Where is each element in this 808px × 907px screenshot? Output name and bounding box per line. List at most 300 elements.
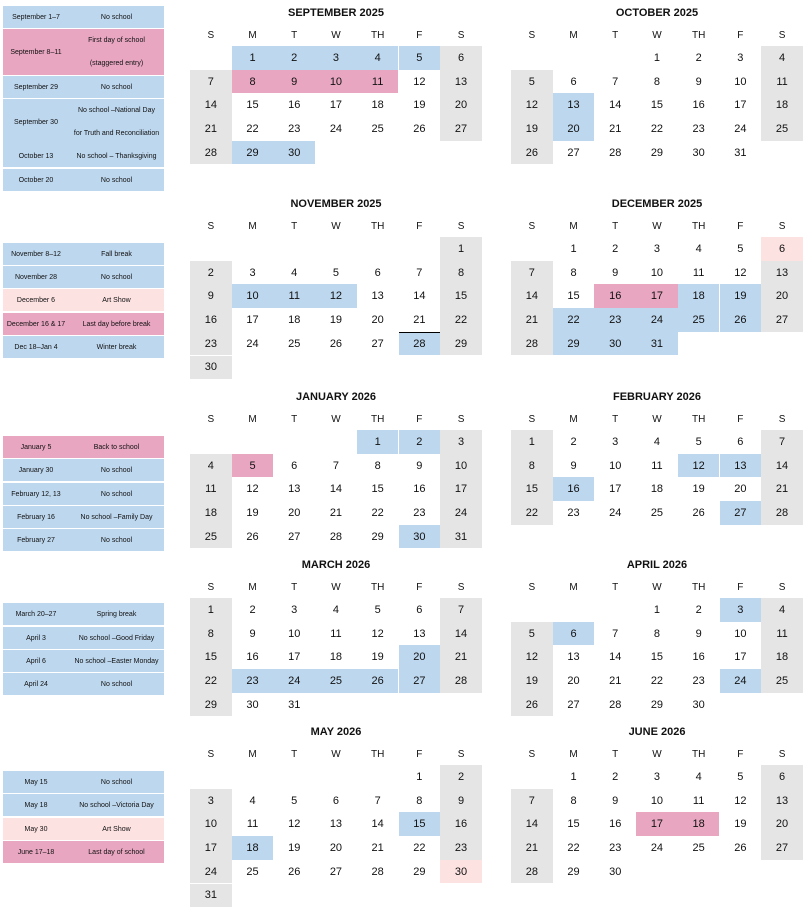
- day-cell: 13: [761, 261, 803, 285]
- month-title: FEBRUARY 2026: [511, 391, 803, 403]
- event-row: [3, 436, 164, 458]
- day-cell: 10: [232, 284, 274, 308]
- day-cell: 4: [761, 598, 803, 622]
- event-row: [3, 841, 164, 863]
- day-cell: 27: [553, 693, 595, 717]
- event-date: Dec 18–Jan 4: [3, 344, 69, 351]
- day-cell: 2: [594, 237, 636, 261]
- day-cell: 3: [594, 430, 636, 454]
- weekday-label: F: [720, 414, 762, 425]
- day-cell: 16: [399, 477, 441, 501]
- day-cell: 17: [720, 645, 762, 669]
- weekday-header: [190, 408, 482, 430]
- day-cell: 1: [511, 430, 553, 454]
- weekday-label: F: [399, 221, 441, 232]
- weekday-label: F: [399, 414, 441, 425]
- day-cell: 10: [720, 70, 762, 94]
- day-cell: 29: [553, 332, 595, 356]
- day-cell: 9: [678, 622, 720, 646]
- day-cell: 31: [190, 884, 232, 907]
- day-cell: 28: [594, 693, 636, 717]
- day-cell: 12: [511, 645, 553, 669]
- day-cell: 8: [232, 70, 274, 94]
- day-cell: 29: [553, 860, 595, 884]
- weekday-label: S: [761, 414, 803, 425]
- day-cell: 6: [761, 237, 803, 261]
- day-cell: 17: [315, 93, 357, 117]
- day-cell: 18: [232, 836, 274, 860]
- month-title: NOVEMBER 2025: [190, 198, 482, 210]
- day-cell: 25: [190, 525, 232, 549]
- day-cell: 1: [399, 765, 441, 789]
- day-cell: 23: [553, 501, 595, 525]
- event-row: [3, 794, 164, 816]
- weekday-label: S: [440, 414, 482, 425]
- day-cell: 25: [357, 117, 399, 141]
- day-cell: 13: [720, 454, 762, 478]
- day-cell: 16: [273, 93, 315, 117]
- day-cell: 5: [357, 598, 399, 622]
- weekday-header: [511, 408, 803, 430]
- day-cell: 15: [553, 812, 595, 836]
- day-cell: 18: [761, 93, 803, 117]
- event-description: Art Show: [69, 826, 164, 833]
- weekday-header: [511, 215, 803, 237]
- day-cell: 7: [594, 622, 636, 646]
- day-cell: 18: [761, 645, 803, 669]
- day-cell: 5: [511, 70, 553, 94]
- day-cell: 2: [553, 430, 595, 454]
- weekday-label: TH: [357, 414, 399, 425]
- day-cell: 3: [232, 261, 274, 285]
- day-cell: 30: [232, 693, 274, 717]
- day-cell: 20: [720, 477, 762, 501]
- month-title: JUNE 2026: [511, 726, 803, 738]
- day-cell: 1: [636, 46, 678, 70]
- event-description: No school: [69, 779, 164, 786]
- day-cell: 25: [232, 860, 274, 884]
- day-cell: 16: [440, 812, 482, 836]
- day-cell: 27: [761, 308, 803, 332]
- event-row: [3, 336, 164, 358]
- day-cell: 8: [636, 622, 678, 646]
- day-cell: 14: [594, 93, 636, 117]
- event-date: April 24: [3, 681, 69, 688]
- weekday-label: T: [273, 414, 315, 425]
- day-cell: 5: [399, 46, 441, 70]
- weekday-label: T: [273, 749, 315, 760]
- event-description: No school: [69, 467, 164, 474]
- day-cell: 28: [315, 525, 357, 549]
- day-cell: 19: [357, 645, 399, 669]
- day-cell: 29: [190, 693, 232, 717]
- day-cell: 3: [273, 598, 315, 622]
- event-description: [69, 29, 164, 75]
- weekday-label: S: [511, 414, 553, 425]
- day-cell: 16: [553, 477, 595, 501]
- day-cell: 9: [678, 70, 720, 94]
- day-cell: 13: [399, 622, 441, 646]
- day-cell: 25: [761, 669, 803, 693]
- day-cell: 3: [720, 598, 762, 622]
- weekday-label: W: [636, 414, 678, 425]
- day-cell: 19: [678, 477, 720, 501]
- weekday-label: TH: [357, 30, 399, 41]
- day-cell: 11: [232, 812, 274, 836]
- event-row: [3, 76, 164, 98]
- day-cell: 26: [357, 669, 399, 693]
- day-cell: 22: [232, 117, 274, 141]
- day-cell: 8: [553, 789, 595, 813]
- day-cell: 3: [440, 430, 482, 454]
- day-cell: 17: [190, 836, 232, 860]
- event-date: January 5: [3, 444, 69, 451]
- weekday-label: TH: [678, 749, 720, 760]
- day-cell: 8: [511, 454, 553, 478]
- day-cell: 24: [594, 501, 636, 525]
- event-row: [3, 99, 164, 145]
- day-cell: 8: [553, 261, 595, 285]
- day-cell: 21: [761, 477, 803, 501]
- day-cell: 10: [440, 454, 482, 478]
- event-row: [3, 29, 164, 75]
- day-cell: 27: [553, 141, 595, 165]
- day-cell: 28: [594, 141, 636, 165]
- day-cell: 6: [761, 765, 803, 789]
- day-cell: 26: [720, 836, 762, 860]
- weekday-label: S: [761, 221, 803, 232]
- event-row: [3, 243, 164, 265]
- day-cell: 3: [190, 789, 232, 813]
- weekday-label: S: [440, 749, 482, 760]
- day-cell: 24: [636, 836, 678, 860]
- event-row: [3, 169, 164, 191]
- weekday-header: [190, 576, 482, 598]
- event-row: [3, 266, 164, 288]
- day-cell: 11: [315, 622, 357, 646]
- day-cell: 22: [553, 836, 595, 860]
- event-description: No school –Victoria Day: [69, 802, 164, 809]
- day-cell: 19: [315, 308, 357, 332]
- day-cell: 20: [761, 812, 803, 836]
- day-cell: 11: [190, 477, 232, 501]
- day-cell: 31: [440, 525, 482, 549]
- day-cell: 25: [273, 332, 315, 356]
- day-cell: 31: [273, 693, 315, 717]
- day-cell: 7: [511, 789, 553, 813]
- day-cell: 20: [553, 117, 595, 141]
- event-description: No school –Good Friday: [69, 635, 164, 642]
- weekday-label: S: [761, 749, 803, 760]
- weekday-label: TH: [357, 582, 399, 593]
- day-cell: 10: [594, 454, 636, 478]
- weekday-label: M: [232, 414, 274, 425]
- month-title: MARCH 2026: [190, 559, 482, 571]
- day-cell: 26: [232, 525, 274, 549]
- weekday-label: S: [190, 221, 232, 232]
- day-cell: 17: [636, 812, 678, 836]
- weekday-label: F: [720, 30, 762, 41]
- day-cell: 2: [273, 46, 315, 70]
- day-cell: 18: [273, 308, 315, 332]
- day-cell: 21: [594, 117, 636, 141]
- weekday-label: S: [190, 582, 232, 593]
- day-cell: 13: [273, 477, 315, 501]
- day-cell: 19: [511, 117, 553, 141]
- day-cell: 29: [440, 332, 482, 356]
- weekday-label: T: [594, 582, 636, 593]
- weekday-label: M: [553, 30, 595, 41]
- day-cell: 21: [511, 836, 553, 860]
- day-cell: 15: [232, 93, 274, 117]
- day-cell: 18: [357, 93, 399, 117]
- day-cell: 23: [440, 836, 482, 860]
- day-cell: 13: [553, 93, 595, 117]
- day-cell: 2: [190, 261, 232, 285]
- day-cell: 12: [678, 454, 720, 478]
- day-cell: 11: [678, 789, 720, 813]
- day-cell: 1: [357, 430, 399, 454]
- day-cell: 10: [273, 622, 315, 646]
- day-cell: 11: [357, 70, 399, 94]
- weekday-label: M: [553, 582, 595, 593]
- event-date: September 29: [3, 84, 69, 91]
- event-date: February 27: [3, 537, 69, 544]
- weekday-label: W: [636, 221, 678, 232]
- weekday-label: M: [232, 221, 274, 232]
- weekday-label: TH: [678, 414, 720, 425]
- day-cell: 19: [232, 501, 274, 525]
- event-date: September 1–7: [3, 14, 69, 21]
- day-cell: 30: [594, 332, 636, 356]
- day-cell: 19: [399, 93, 441, 117]
- weekday-label: W: [636, 582, 678, 593]
- weekday-label: M: [232, 582, 274, 593]
- day-cell: 2: [232, 598, 274, 622]
- event-description: No school: [69, 681, 164, 688]
- event-row: [3, 145, 164, 167]
- event-row: [3, 673, 164, 695]
- weekday-label: F: [720, 749, 762, 760]
- day-cell: 1: [232, 46, 274, 70]
- month-title: OCTOBER 2025: [511, 7, 803, 19]
- day-cell: 6: [399, 598, 441, 622]
- day-cell: 8: [399, 789, 441, 813]
- event-date: September 30: [3, 99, 69, 145]
- weekday-label: TH: [357, 221, 399, 232]
- day-cell: 21: [399, 308, 441, 332]
- day-cell: 30: [190, 356, 232, 380]
- month-title: APRIL 2026: [511, 559, 803, 571]
- weekday-label: T: [594, 414, 636, 425]
- day-cell: 29: [636, 141, 678, 165]
- event-date: October 20: [3, 177, 69, 184]
- event-description: No school –Family Day: [69, 514, 164, 521]
- day-cell: 19: [273, 836, 315, 860]
- day-cell: 20: [315, 836, 357, 860]
- day-cell: 1: [440, 237, 482, 261]
- day-cell: 5: [511, 622, 553, 646]
- day-cell: 14: [190, 93, 232, 117]
- weekday-label: S: [440, 582, 482, 593]
- day-cell: 8: [357, 454, 399, 478]
- day-cell: 24: [440, 501, 482, 525]
- day-cell: 26: [678, 501, 720, 525]
- day-cell: 7: [511, 261, 553, 285]
- weekday-label: M: [232, 749, 274, 760]
- weekday-label: TH: [357, 749, 399, 760]
- weekday-label: W: [636, 30, 678, 41]
- event-date: January 30: [3, 467, 69, 474]
- day-cell: 29: [232, 141, 274, 165]
- weekday-label: S: [761, 30, 803, 41]
- event-date: September 8–11: [3, 29, 69, 75]
- day-cell: 7: [357, 789, 399, 813]
- day-cell: 21: [357, 836, 399, 860]
- day-cell: 22: [636, 669, 678, 693]
- day-cell: 27: [273, 525, 315, 549]
- day-cell: 7: [440, 598, 482, 622]
- month-title: MAY 2026: [190, 726, 482, 738]
- event-row: [3, 627, 164, 649]
- weekday-label: T: [273, 221, 315, 232]
- day-cell: 3: [636, 237, 678, 261]
- day-cell: 6: [273, 454, 315, 478]
- day-cell: 4: [678, 237, 720, 261]
- day-cell: 12: [511, 93, 553, 117]
- day-cell: 10: [636, 261, 678, 285]
- day-cell: 20: [357, 308, 399, 332]
- day-cell: 22: [357, 501, 399, 525]
- day-cell: 4: [678, 765, 720, 789]
- day-cell: 23: [594, 836, 636, 860]
- weekday-label: F: [720, 221, 762, 232]
- event-date: April 6: [3, 658, 69, 665]
- day-cell: 25: [678, 308, 720, 332]
- day-cell: 30: [273, 141, 315, 165]
- event-date: February 12, 13: [3, 491, 69, 498]
- weekday-label: W: [636, 749, 678, 760]
- day-cell: 1: [553, 237, 595, 261]
- day-cell: 16: [594, 284, 636, 308]
- event-row: [3, 289, 164, 311]
- day-cell: 16: [678, 93, 720, 117]
- weekday-label: TH: [678, 221, 720, 232]
- day-cell: 16: [678, 645, 720, 669]
- weekday-label: F: [399, 30, 441, 41]
- weekday-label: S: [761, 582, 803, 593]
- weekday-label: TH: [678, 582, 720, 593]
- day-cell: 21: [594, 669, 636, 693]
- event-description-line: No school –National Day: [69, 107, 164, 114]
- day-cell: 22: [440, 308, 482, 332]
- day-cell: 12: [357, 622, 399, 646]
- weekday-label: M: [232, 30, 274, 41]
- month-title: JANUARY 2026: [190, 391, 482, 403]
- event-description: No school: [69, 537, 164, 544]
- event-date: June 17–18: [3, 849, 69, 856]
- weekday-label: F: [399, 749, 441, 760]
- day-cell: 4: [273, 261, 315, 285]
- day-cell: 22: [190, 669, 232, 693]
- event-description: No school: [69, 14, 164, 21]
- day-cell: 5: [232, 454, 274, 478]
- day-cell: 9: [594, 261, 636, 285]
- day-cell: 12: [399, 70, 441, 94]
- day-cell: 7: [399, 261, 441, 285]
- day-cell: 21: [511, 308, 553, 332]
- day-cell: 24: [720, 669, 762, 693]
- day-cell: 24: [636, 308, 678, 332]
- weekday-label: W: [315, 414, 357, 425]
- day-cell: 20: [553, 669, 595, 693]
- day-cell: 5: [315, 261, 357, 285]
- day-cell: 14: [511, 284, 553, 308]
- event-date: December 6: [3, 297, 69, 304]
- day-cell: 23: [678, 669, 720, 693]
- event-description: Fall break: [69, 251, 164, 258]
- weekday-header: [511, 24, 803, 46]
- day-cell: 14: [440, 622, 482, 646]
- day-cell: 26: [511, 141, 553, 165]
- day-cell: 9: [553, 454, 595, 478]
- day-cell: 2: [440, 765, 482, 789]
- day-cell: 30: [440, 860, 482, 884]
- event-description: Art Show: [69, 297, 164, 304]
- day-cell: 9: [232, 622, 274, 646]
- weekday-label: W: [315, 749, 357, 760]
- day-cell: 20: [761, 284, 803, 308]
- weekday-label: F: [720, 582, 762, 593]
- day-cell: 26: [720, 308, 762, 332]
- weekday-label: S: [440, 30, 482, 41]
- event-row: [3, 603, 164, 625]
- weekday-label: T: [594, 221, 636, 232]
- day-cell: 4: [190, 454, 232, 478]
- event-description: No school – Thanksgiving: [69, 153, 164, 160]
- day-cell: 10: [190, 812, 232, 836]
- weekday-label: S: [511, 221, 553, 232]
- day-cell: 27: [357, 332, 399, 356]
- event-description: No school: [69, 274, 164, 281]
- weekday-header: [511, 743, 803, 765]
- weekday-label: S: [511, 749, 553, 760]
- event-description: Back to school: [69, 444, 164, 451]
- day-cell: 1: [190, 598, 232, 622]
- day-cell: 11: [678, 261, 720, 285]
- day-cell: 14: [594, 645, 636, 669]
- day-cell: 10: [315, 70, 357, 94]
- day-cell: 7: [761, 430, 803, 454]
- day-cell: 22: [553, 308, 595, 332]
- day-cell: 14: [399, 284, 441, 308]
- day-cell: 2: [594, 765, 636, 789]
- day-cell: 9: [273, 70, 315, 94]
- day-cell: 24: [232, 332, 274, 356]
- event-description: No school –Easter Monday: [69, 658, 164, 665]
- weekday-header: [511, 576, 803, 598]
- weekday-label: M: [553, 221, 595, 232]
- day-cell: 10: [636, 789, 678, 813]
- weekday-header: [190, 743, 482, 765]
- day-cell: 17: [636, 284, 678, 308]
- day-cell: 18: [678, 812, 720, 836]
- day-cell: 16: [232, 645, 274, 669]
- day-cell: 9: [594, 789, 636, 813]
- day-cell: 5: [720, 765, 762, 789]
- day-cell: 13: [315, 812, 357, 836]
- day-cell: 3: [315, 46, 357, 70]
